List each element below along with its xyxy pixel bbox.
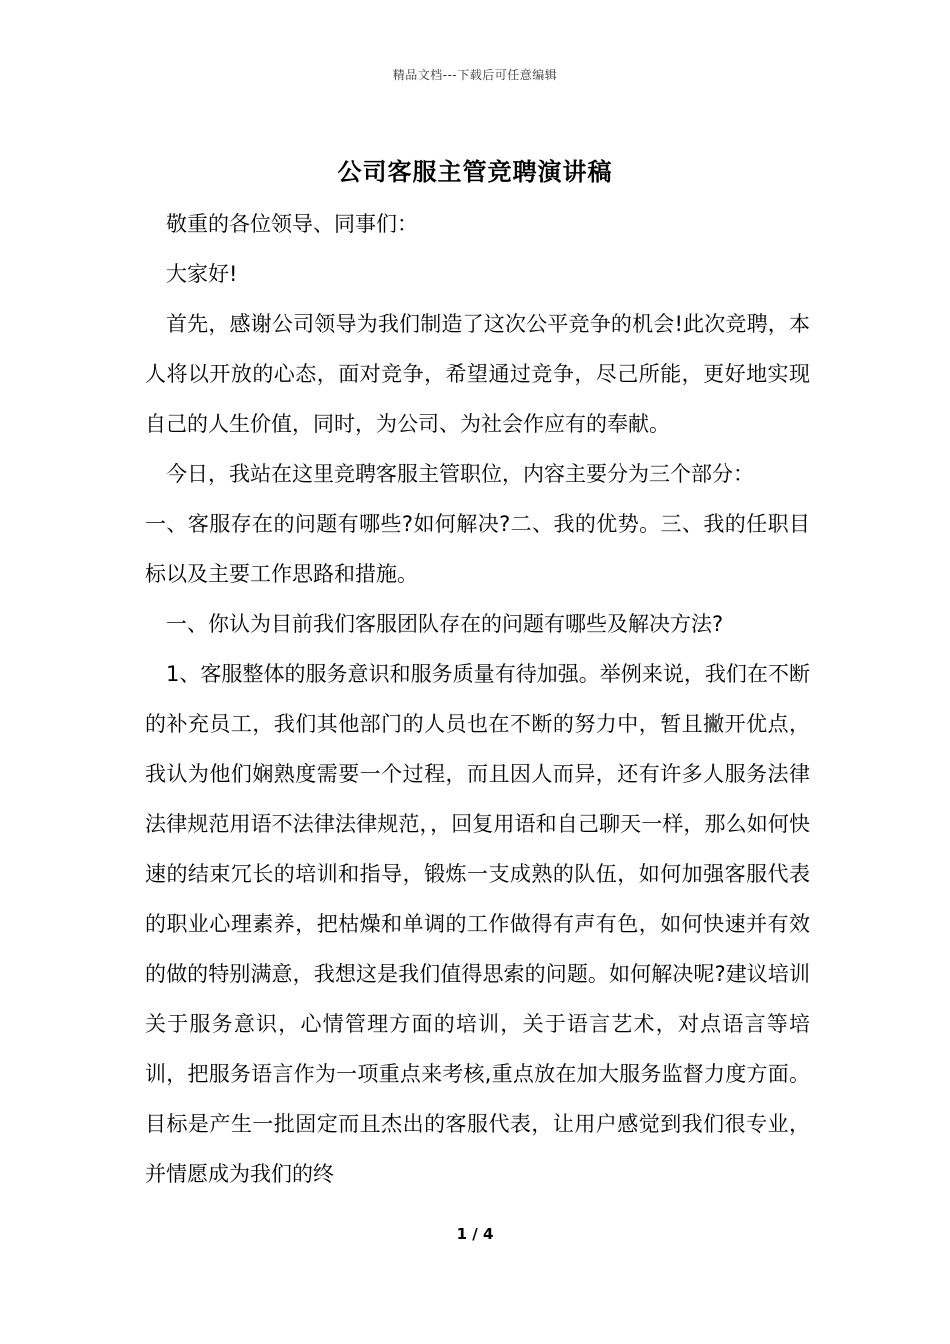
paragraph-position: 今日，我站在这里竞聘客服主管职位，内容主要分为三个部分： (166, 462, 754, 486)
page-number: 1 / 4 (456, 1225, 494, 1243)
header-note: 精品文档---下载后可任意编辑 (392, 68, 558, 82)
document-body (145, 199, 810, 1199)
document-title: 公司客服主管竞聘演讲稿 (337, 158, 613, 186)
paragraph-outline: 一、客服存在的问题有哪些?如何解决?二、我的优势。三、我的任职目标以及主要工作思路和措施。 (145, 512, 810, 586)
greeting-line: 敬重的各位领导、同事们： (166, 212, 418, 236)
section-heading: 一、你认为目前我们客服团队存在的问题有哪些及解决方法? (166, 612, 724, 636)
paragraph-service-quality: 1、客服整体的服务意识和服务质量有待加强。举例来说，我们在不断的补充员工，我们其他部门的人员也在不断的努力中，暂且撇开优点，我认为他们娴熟度需要一个过程，而且因人而异，还有许多人服务法律法律规范用语不法律法律规范，，回复用语和自己聊天一样，那么如何快速的结束冗长的培训和指导，锻炼一支成熟的队伍，如何加强客服代表的职业心理素养，把枯燥和单调的工作做得有声有色，如何快速并有效的做的特别满意，我想这是我们值得思索的问题。如何解决呢?建议培训关于服务意识，心情管理方面的培训，关于语言艺术，对点语言等培训，把服务语言作为一项重点来考核,重点放在加大服务监督力度方面。目标是产生一批固定而且杰出的客服代表，让用户感觉到我们很专业，并情愿成为我们的终 (145, 662, 810, 1186)
paragraph-intro: 首先，感谢公司领导为我们制造了这次公平竞争的机会!此次竞聘，本人将以开放的心态，面对竞争，希望通过竞争，尽己所能，更好地实现自己的人生价值，同时，为公司、为社会作应有的奉献。 (145, 312, 810, 436)
hello-line: 大家好! (166, 262, 238, 286)
